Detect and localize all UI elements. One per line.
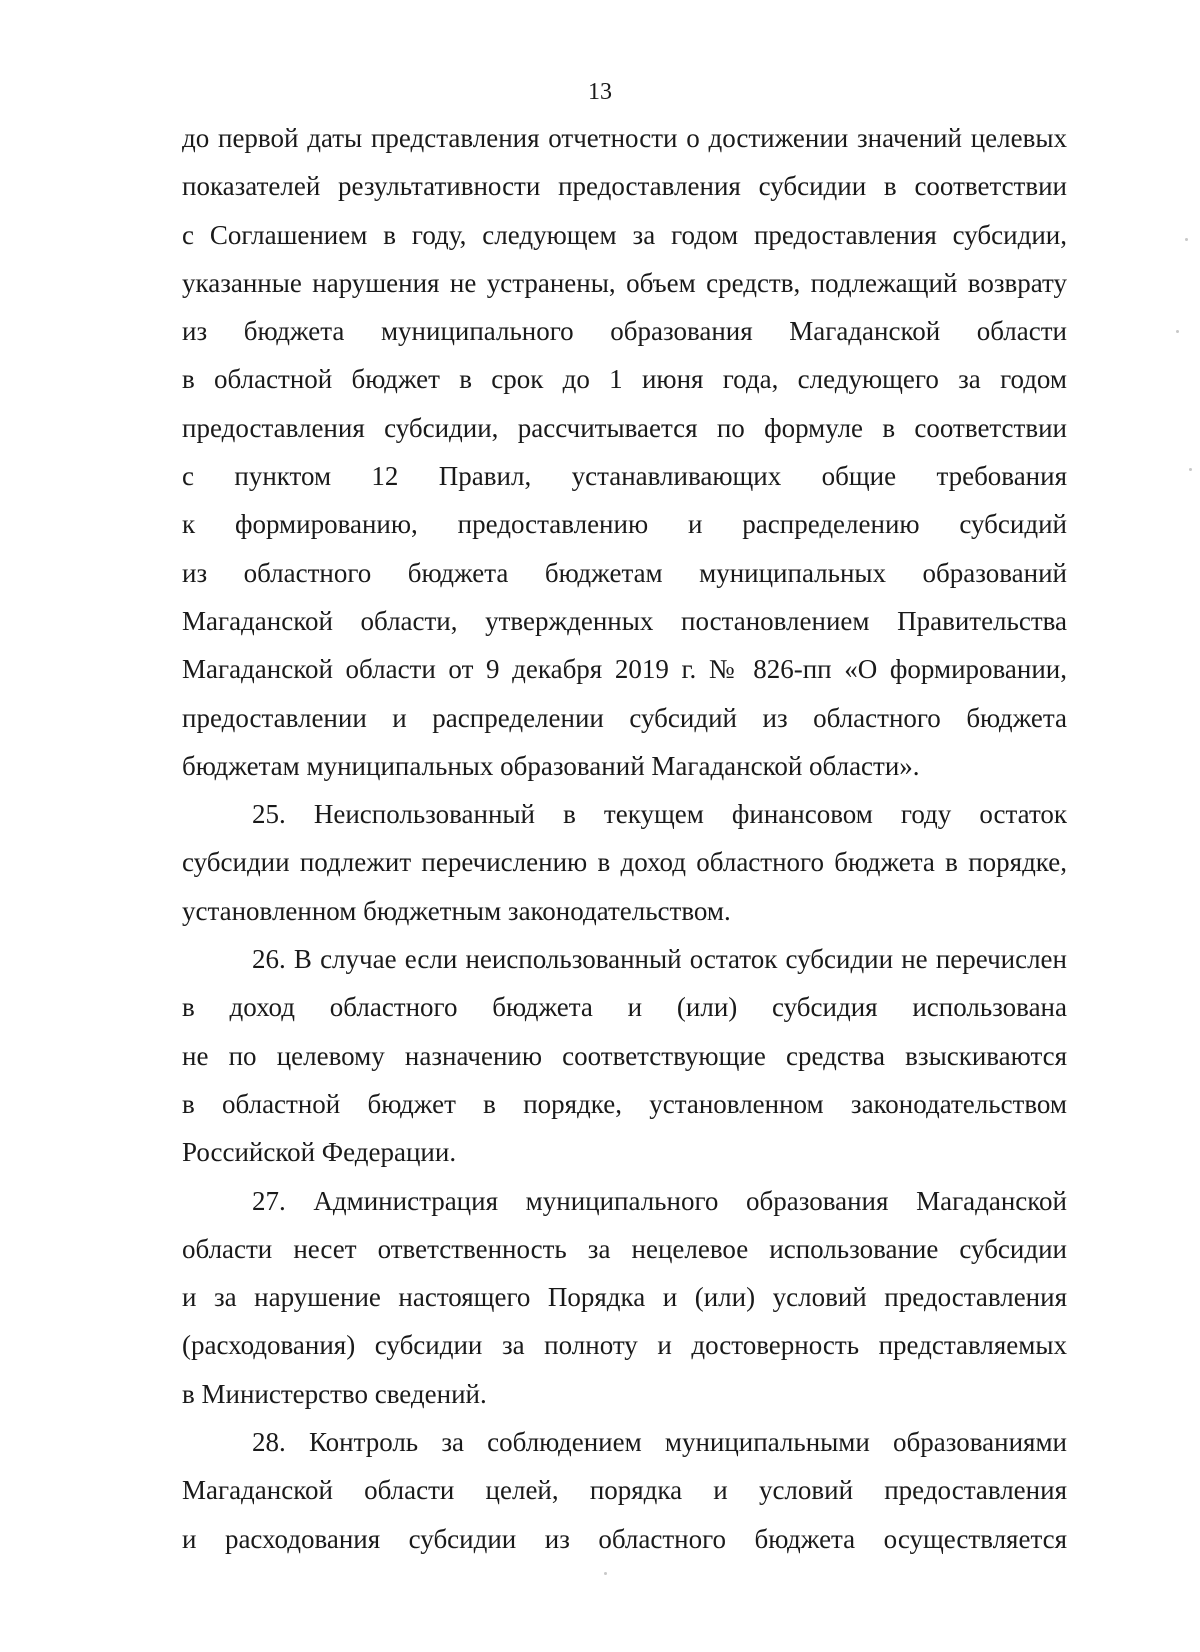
paragraph-27-first-line: 27. Администрация муниципального образования Магаданской [252, 1185, 1067, 1216]
text-line: в областной бюджет в порядке, установленном законодательством [182, 1088, 1067, 1119]
text-line: не по целевому назначению соответствующие средства взыскиваются [182, 1040, 1067, 1071]
page-number: 13 [588, 79, 612, 105]
text-line: с пунктом 12 Правил, устанавливающих общие требования [182, 461, 1067, 492]
text-line: области несет ответственность за нецелевое использование субсидии [182, 1233, 1067, 1264]
paragraph-25-first-line: 25. Неиспользованный в текущем финансовом году остаток [252, 799, 1067, 830]
scan-speck [1176, 330, 1179, 333]
text-line: в областной бюджет в срок до 1 июня года, следующего за годом [182, 364, 1067, 395]
text-line: субсидии подлежит перечислению в доход областного бюджета в порядке, [182, 847, 1067, 878]
text-line: из областного бюджета бюджетам муниципальных образований [182, 557, 1067, 588]
text-line: показателей результативности предоставления субсидии в соответствии [182, 171, 1067, 202]
paragraph-28-first-line: 28. Контроль за соблюдением муниципальными образованиями [252, 1427, 1067, 1458]
text-line: и расходования субсидии из областного бюджета осуществляется [182, 1523, 1067, 1554]
text-line: указанные нарушения не устранены, объем средств, подлежащий возврату [182, 267, 1067, 298]
text-line: бюджетам муниципальных образований Магаданской области». [182, 750, 920, 781]
scan-speck [1185, 238, 1188, 241]
text-line: предоставления субсидии, рассчитывается по формуле в соответствии [182, 412, 1067, 443]
text-line: с Соглашением в году, следующем за годом предоставления субсидии, [182, 219, 1067, 250]
text-line: Магаданской области целей, порядка и условий предоставления [182, 1475, 1067, 1506]
text-line: (расходования) субсидии за полноту и достоверность представляемых [182, 1330, 1067, 1361]
text-line: Магаданской области от 9 декабря 2019 г. № 826-пп «О формировании, [182, 654, 1067, 685]
text-line: до первой даты представления отчетности о достижении значений целевых [182, 123, 1067, 153]
scan-speck [604, 1572, 607, 1575]
document-body [182, 114, 1067, 1563]
text-line: к формированию, предоставлению и распределению субсидий [182, 509, 1067, 540]
text-line: предоставлении и распределении субсидий из областного бюджета [182, 702, 1067, 733]
scan-speck [1189, 468, 1192, 471]
paragraph-26-first-line: 26. В случае если неиспользованный остаток субсидии не перечислен [252, 944, 1067, 975]
text-line: Магаданской области, утвержденных постановлением Правительства [182, 605, 1067, 636]
text-line: в доход областного бюджета и (или) субсидия использована [182, 992, 1067, 1023]
text-line: и за нарушение настоящего Порядка и (или) условий предоставления [182, 1282, 1067, 1313]
text-line: установленном бюджетным законодательством. [182, 895, 731, 926]
text-line: из бюджета муниципального образования Магаданской области [182, 316, 1067, 347]
text-line: Российской Федерации. [182, 1137, 457, 1168]
text-line: в Министерство сведений. [182, 1378, 487, 1409]
